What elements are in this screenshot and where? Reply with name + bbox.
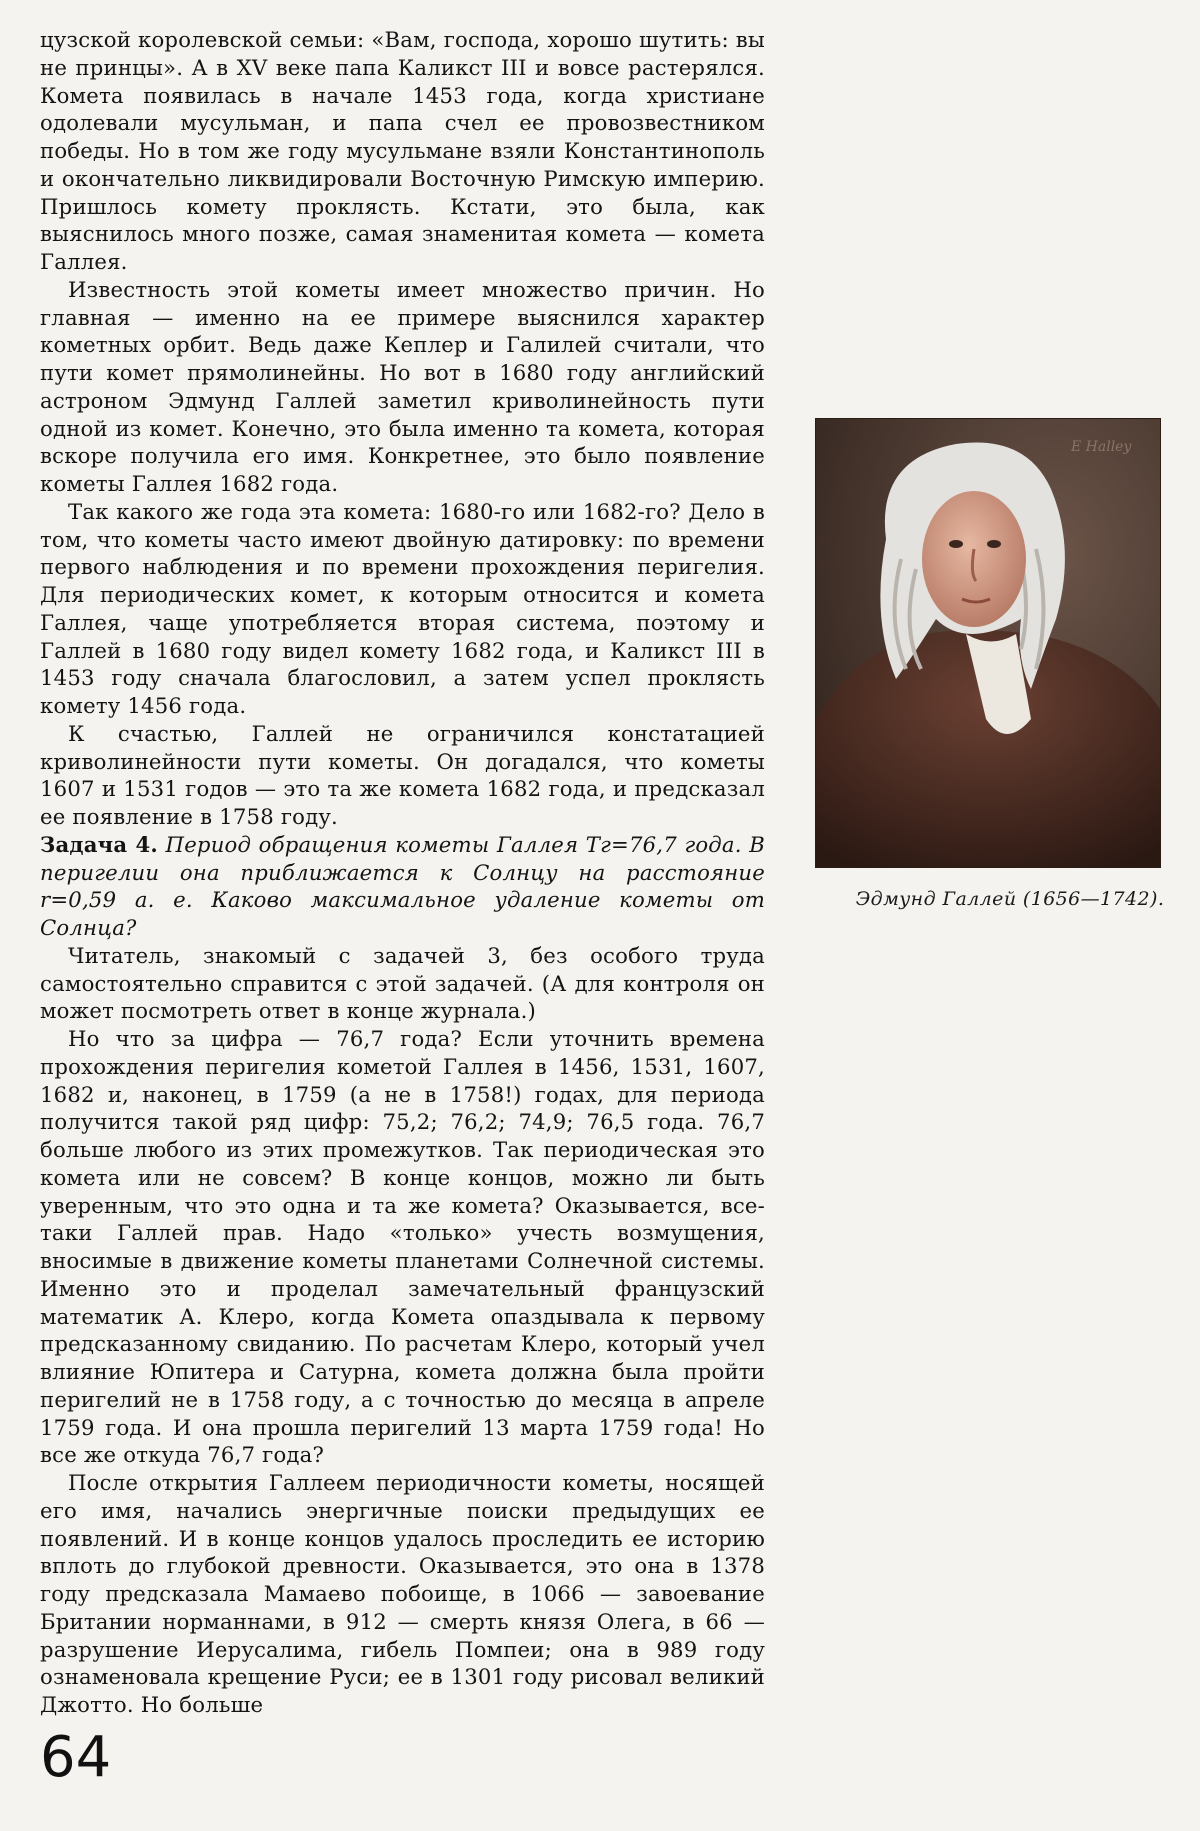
portrait-caption: Эдмунд Галлей (1656—1742). — [855, 888, 1165, 910]
main-text-column — [40, 26, 765, 1719]
portrait-signature: E Halley — [1071, 439, 1132, 455]
paragraph-7: После открытия Галлеем периодичности кометы, носящей его имя, начались энергичные поиски предыдущих ее появлений. И в конце концов удалось проследить ее историю вплоть до глубокой древности. Оказывается, это она в 1378 году предсказала Мамаево побоище, в 1066 — завоевание Британии норманнами, в 912 — смерть князя Олега, в 66 — разрушение Иерусалима, гибель Помпеи; она в 989 году ознаменовала крещение Руси; ее в 1301 году рисовал великий Джотто. Но больше — [40, 1470, 765, 1717]
portrait-illustration — [816, 419, 1160, 867]
portrait-left-eye — [949, 540, 963, 548]
task-4 — [40, 831, 765, 942]
paragraph-1: цузской королевской семьи: «Вам, господа, хорошо шутить: вы не принцы». А в XV веке папа Каликст III и вовсе растерялся. Комета появилась в начале 1453 года, когда христиане одолевали мусульман, и папа счел ее провозвестником победы. Но в том же году мусульмане взяли Константинополь и окончательно ликвидировали Восточную Римскую империю. Пришлось комету проклясть. Кстати, это была, как выяснилось много позже, самая знаменитая комета — комета Галлея. — [40, 27, 765, 274]
paragraph-6: Но что за цифра — 76,7 года? Если уточнить времена прохождения перигелия кометой Галлея в 1456, 1531, 1607, 1682 и, наконец, в 1759 (а не в 1758!) годах, для периода получится такой ряд цифр: 75,2; 76,2; 74,9; 76,5 года. 76,7 больше любого из этих промежутков. Так периодическая это комета или не совсем? В конце концов, можно ли быть уверенным, что это одна и та же комета? Оказывается, все-таки Галлей прав. Надо «только» учесть возмущения, вносимые в движение кометы планетами Солнечной системы. Именно это и проделал замечательный французский математик А. Клеро, когда Комета опаздывала к первому предсказанному свиданию. По расчетам Клеро, который учел влияние Юпитера и Сатурна, комета должна была пройти перигелий не в 1758 году, а с точностью до месяца в апреле 1759 года. И она прошла перигелий 13 марта 1759 года! Но все же откуда 76,7 года? — [40, 1026, 765, 1468]
paragraph-2: Известность этой кометы имеет множество причин. Но главная — именно на ее примере выяснился характер кометных орбит. Ведь даже Кеплер и Галилей считали, что пути комет прямолинейны. Но вот в 1680 году английский астроном Эдмунд Галлей заметил криволинейность пути одной из комет. Конечно, это была именно та комета, которая вскоре получила его имя. Конкретнее, это было появление кометы Галлея 1682 года. — [40, 276, 765, 496]
paragraph-3: Так какого же года эта комета: 1680-го или 1682-го? Дело в том, что кометы часто имеют двойную датировку: по времени первого наблюдения и по времени прохождения перигелия. Для периодических комет, к которым относится и комета Галлея, чаще употребляется вторая система, поэтому и Галлей в 1680 году видел комету 1682 года, и Каликст III в 1453 году сначала благословил, а затем успел проклясть комету 1456 года. — [40, 498, 765, 718]
paragraph-4: К счастью, Галлей не ограничился констатацией криволинейности пути кометы. Он догадался, что кометы 1607 и 1531 годов — это та же комета 1682 года, и предсказал ее появление в 1758 году. — [40, 720, 765, 829]
paragraph-5: Читатель, знакомый с задачей 3, без особого труда самостоятельно справится с этой задачей. (А для контроля он может посмотреть ответ в конце журнала.) — [40, 942, 765, 1024]
portrait-right-eye — [987, 540, 1001, 548]
page-number: 64 — [40, 1725, 112, 1790]
task-label: Задача 4. — [40, 831, 158, 857]
task-text: Период обращения кометы Галлея Tг=76,7 года. В перигелии она приближается к Солнцу на расстояние r=0,59 а. е. Каково максимальное удаление кометы от Солнца? — [40, 831, 765, 940]
halley-portrait — [815, 418, 1161, 868]
